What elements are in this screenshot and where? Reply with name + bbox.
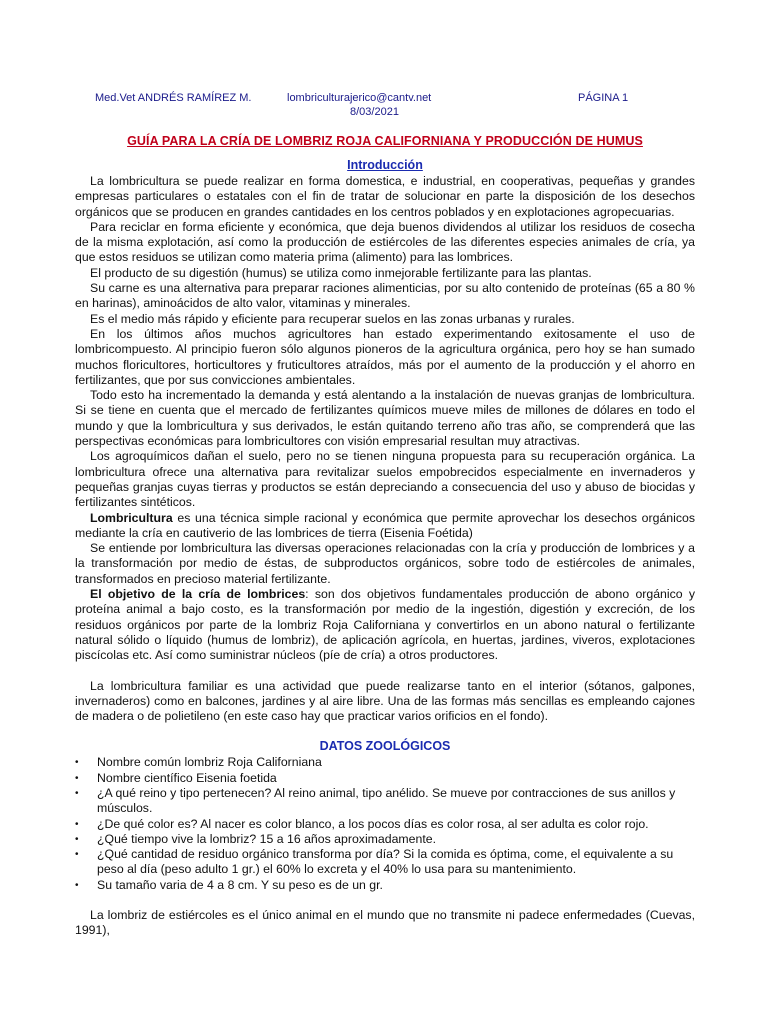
list-item	[75, 771, 695, 786]
bullet-icon: •	[75, 833, 79, 845]
intro-paragraph: Es el medio más rápido y eficiente para recuperar suelos en las zonas urbanas y rurales.	[90, 311, 575, 326]
list-item	[75, 847, 695, 878]
closing-paragraph: La lombriz de estiércoles es el único animal en el mundo que no transmite ni padece enfermedades (Cuevas, 1991),	[75, 908, 695, 938]
objective-paragraph	[75, 587, 695, 663]
spacer	[75, 664, 695, 679]
document-date: 8/03/2021	[350, 106, 399, 118]
list-item-text: ¿Qué tiempo vive la lombriz? 15 a 16 años aproximadamente.	[97, 831, 437, 846]
family-paragraph: La lombricultura familiar es una actividad que puede realizarse tanto en el interior (sótanos, galpones, invernaderos) como en balcones, jardines y al aire libre. Una de las formas más sencillas es empleando cajones de madera o de polietileno (en este caso hay que practicar varios orificios en el fondo).	[75, 678, 695, 724]
list-item-text: ¿De qué color es? Al nacer es color blanco, a los pocos días es color rosa, al ser adulta es color rojo.	[97, 816, 649, 831]
document-title: GUÍA PARA LA CRÍA DE LOMBRIZ ROJA CALIFORNIANA Y PRODUCCIÓN DE HUMUS	[127, 134, 643, 148]
spacer	[75, 724, 695, 739]
understood-paragraph: Se entiende por lombricultura las diversas operaciones relacionadas con la cría y producción de lombrices y a la transformación por medio de éstas, de subproductos orgánicos, sobre todo de estiércoles de animales, transformados en precioso material fertilizante.	[75, 541, 695, 586]
page-number: PÁGINA 1	[578, 92, 629, 104]
intro-paragraph: Para reciclar en forma eficiente y económica, que deja buenos dividendos al utilizar los residuos de cosecha de la misma explotación, así como la producción de estiércoles de las diferentes especies animales de cría, ya que estos residuos se utilizan como materia prima (alimento) para las lombrices.	[75, 219, 695, 265]
bullet-icon: •	[75, 787, 79, 799]
objective-term: El objetivo de la cría de lombrices	[90, 587, 306, 602]
bullet-icon: •	[75, 772, 79, 784]
intro-heading: Introducción	[347, 158, 423, 172]
bullet-icon: •	[75, 818, 79, 830]
zoo-heading: DATOS ZOOLÓGICOS	[319, 739, 451, 754]
objective-text: : son dos objetivos fundamentales producción de abono orgánico y proteína animal a bajo costo, es la transformación por medio de la ingestión, digestión y excreción, de los residuos orgánicos por parte de la lombriz Roja Californiana y convertirlos en un abono natural o fertilizante natural sólido o líquido (humus de lombriz), de aplicación agrícola, en huertas, jardines, viveros, explotaciones piscícolas etc. Así como suministrar núcleos (píe de cría) a otros productores.	[75, 587, 696, 663]
list-item	[75, 817, 695, 832]
list-item-text: Nombre científico Eisenia foetida	[97, 770, 277, 785]
list-item	[75, 755, 695, 770]
list-item-text: ¿A qué reino y tipo pertenecen? Al reino animal, tipo anélido. Se mueve por contracciones de sus anillos y músculos.	[97, 785, 676, 816]
definition-term: Lombricultura	[90, 510, 173, 525]
list-item	[75, 832, 695, 847]
bullet-icon: •	[75, 757, 79, 769]
author-name: Med.Vet ANDRÉS RAMÍREZ M.	[95, 92, 252, 104]
list-item-text: ¿Qué cantidad de residuo orgánico transforma por día? Si la comida es óptima, come, el equivalente a su peso al día (peso adulto 1 gr.) el 60% lo excreta y el 40% lo usa para su mantenimiento.	[97, 847, 674, 877]
intro-paragraph: En los últimos años muchos agricultores han estado experimentando exitosamente el uso de lombricompuesto. Al principio fueron sólo algunos pioneros de la agricultura orgánica, pero hoy se han sumado muchos floricultores, horticultores y fruticultores atraídos, más por el aumento de la producción y el ahorro en fertilizantes, que por sus convicciones ambientales.	[75, 326, 695, 387]
bullet-icon: •	[75, 879, 79, 891]
intro-paragraph: Los agroquímicos dañan el suelo, pero no se tienen ninguna propuesta para su recuperación orgánica. La lombricultura ofrece una alternativa para revitalizar suelos empobrecidos especialmente en invernaderos y pequeñas granjas cuyas tierras y productos se están depreciando a consecuencia del uso y abuso de biocidas y fertilizantes sintéticos.	[75, 449, 695, 510]
author-email: lombriculturajerico@cantv.net	[287, 92, 432, 104]
zoo-facts-list	[75, 755, 695, 893]
list-item-text: Nombre común lombriz Roja Californiana	[97, 755, 322, 770]
intro-paragraph: Su carne es una alternativa para preparar raciones alimenticias, por su alto contenido de proteínas (65 a 80 % en harinas), aminoácidos de alto valor, vitaminas y minerales.	[75, 281, 695, 311]
list-item	[75, 786, 695, 817]
document-page	[75, 90, 695, 939]
intro-paragraph: El producto de su digestión (humus) se utiliza como inmejorable fertilizante para las plantas.	[90, 265, 592, 280]
page-header	[75, 90, 695, 120]
definition-text: es una técnica simple racional y económica que permite aprovechar los desechos orgánicos mediante la cría en cautiverio de las lombrices de tierra (Eisenia Foétida)	[75, 510, 695, 540]
list-item	[75, 878, 695, 893]
bullet-icon: •	[75, 849, 79, 861]
intro-paragraph: Todo esto ha incrementado la demanda y está alentando a la instalación de nuevas granjas de lombricultura. Si se tiene en cuenta que el mercado de fertilizantes químicos mueve miles de millones de dólares en todo el mundo y que la lombricultura y sus derivados, le están quitando terreno año tras año, se comprenderá que las perspectivas económicas para lombricultores con visión empresarial resultan muy atractivas.	[75, 388, 695, 449]
spacer	[75, 893, 695, 908]
intro-paragraph: La lombricultura se puede realizar en forma domestica, e industrial, en cooperativas, pequeñas y grandes empresas particulares o estatales con el fin de tratar de solucionar en parte la disposición de los desechos orgánicos que se producen en grandes cantidades en los centros poblados y en explotaciones agropecuarias.	[75, 174, 695, 219]
list-item-text: Su tamaño varia de 4 a 8 cm. Y su peso es de un gr.	[97, 877, 383, 892]
definition-paragraph	[75, 511, 695, 542]
